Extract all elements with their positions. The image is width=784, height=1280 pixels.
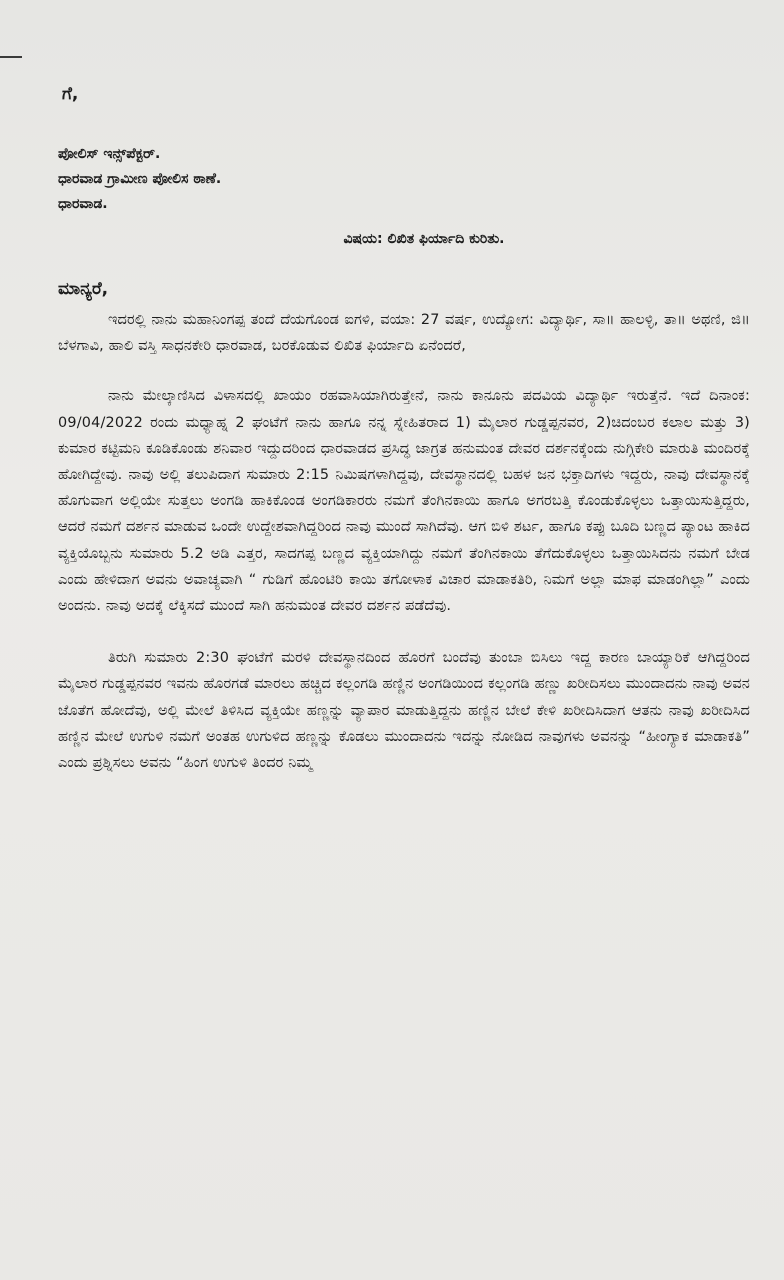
subject-line: ವಿಷಯ: ಲಿಖಿತ ಫಿರ್ಯಾದಿ ಕುರಿತು. <box>343 231 505 247</box>
address-line: ಧಾರವಾಡ ಗ್ರಾಮೀಣ ಪೋಲಿಸ ಠಾಣೆ. <box>58 171 222 187</box>
recipient-prefix: ಗೆ, <box>62 84 79 104</box>
letter-sheet <box>58 84 750 776</box>
recipient-address <box>58 142 750 217</box>
page-edge-mark <box>0 56 22 58</box>
body-paragraph: ಇದರಲ್ಲಿ ನಾನು ಮಹಾನಿಂಗಪ್ಪ ತಂದೆ ದೆಯಗೊಂಡ ಐಗಳಿ, ವಯಾ: 27 ವರ್ಷ, ಉದ್ಯೋಗ: ವಿದ್ಯಾರ್ಥಿ, ಸಾ॥ ಹಾಲಳ್ಳಿ, ತಾ॥ ಅಥಣಿ, ಜಿ॥ ಬೆಳಗಾವಿ, ಹಾಲಿ ವಸ್ತಿ ಸಾಧನಕೇರಿ ಧಾರವಾಡ, ಬರಕೊಡುವ ಲಿಖಿತ ಫಿರ್ಯಾದಿ ಏನೆಂದರೆ, <box>58 312 750 355</box>
greeting: ಮಾನ್ಯರೆ, <box>58 279 109 299</box>
body-paragraph: ತಿರುಗಿ ಸುಮಾರು 2:30 ಘಂಟೆಗೆ ಮರಳಿ ದೇವಸ್ಥಾನದಿಂದ ಹೊರಗೆ ಬಂದೆವು ತುಂಬಾ ಬಿಸಿಲು ಇದ್ದ ಕಾರಣ ಬಾಯ್ಯಾರಿಕೆ ಆಗಿದ್ದರಿಂದ ಮೈಲಾರ ಗುಡ್ಡಪ್ಪನವರ ಇವನು ಹೊರಗಡೆ ಮಾರಲು ಹಚ್ಚಿದ ಕಲ್ಲಂಗಡಿ ಹಣ್ಣಿನ ಅಂಗಡಿಯಿಂದ ಕಲ್ಲಂಗಡಿ ಹಣ್ಣು ಖರೀದಿಸಲು ಮುಂದಾದನು ನಾವು ಅವನ ಜೊತೆಗ ಹೋದೆವು, ಅಲ್ಲಿ ಮೇಲೆ ತಿಳಿಸಿದ ವ್ಯಕ್ತಿಯೇ ಹಣ್ಣನ್ನು ವ್ಯಾಪಾರ ಮಾಡುತ್ತಿದ್ದನು ಹಣ್ಣಿನ ಬೇಲೆ ಕೇಳಿ ಖರೀದಿಸಿದಾಗ ಆತನು ನಾವು ಖರೀದಿಸಿದ ಹಣ್ಣಿನ ಮೇಲೆ ಉಗುಳಿ ನಮಗೆ ಅಂತಹ ಉಗುಳಿದ ಹಣ್ಣನ್ನು ಕೊಡಲು ಮುಂದಾದನು ಇದನ್ನು ನೋಡಿದ ನಾವುಗಳು ಅವನನ್ನು “ಹೀಂಗ್ಯಾಕ ಮಾಡಾಕತಿ” ಎಂದು ಪ್ರಶ್ನಿಸಲು ಅವನು “ಹಿಂಗ ಉಗುಳಿ ತಿಂದರ ನಿಮ್ಮ <box>58 650 750 772</box>
body-paragraph: ನಾನು ಮೇಲ್ಕಾಣಿಸಿದ ವಿಳಾಸದಲ್ಲಿ ಖಾಯಂ ರಹವಾಸಿಯಾಗಿರುತ್ತೇನೆ, ನಾನು ಕಾನೂನು ಪದವಿಯ ವಿದ್ಯಾರ್ಥಿ ಇರುತ್ತೆನೆ. ಇದೆ ದಿನಾಂಕ: 09/04/2022 ರಂದು ಮಧ್ಯಾಹ್ನ 2 ಘಂಟೆಗೆ ನಾನು ಹಾಗೂ ನನ್ನ ಸ್ನೇಹಿತರಾದ 1) ಮೈಲಾರ ಗುಡ್ಡಪ್ಪನವರ, 2)ಚಿದಂಬರ ಕಲಾಲ ಮತ್ತು 3) ಕುಮಾರ ಕಟ್ಟಿಮನಿ ಕೂಡಿಕೊಂಡು ಶನಿವಾರ ಇದ್ದುದರಿಂದ ಧಾರವಾಡದ ಪ್ರಸಿದ್ಧ ಜಾಗ್ರತ ಹನುಮಂತ ದೇವರ ದರ್ಶನಕ್ಕೆಂದು ನುಗ್ಗಿಕೇರಿ ಮಾರುತಿ ಮಂದಿರಕ್ಕೆ ಹೋಗಿದ್ದೇವು. ನಾವು ಅಲ್ಲಿ ತಲುಪಿದಾಗ ಸುಮಾರು 2:15 ನಿಮಿಷಗಳಾಗಿದ್ದವು, ದೇವಸ್ಥಾನದಲ್ಲಿ ಬಹಳ ಜನ ಭಕ್ತಾದಿಗಳು ಇದ್ದರು, ನಾವು ದೇವಸ್ಥಾನಕ್ಕೆ ಹೊಗುವಾಗ ಅಲ್ಲಿಯೇ ಸುತ್ತಲು ಅಂಗಡಿ ಹಾಕಿಕೊಂಡ ಅಂಗಡಿಕಾರರು ನಮಗೆ ತೆಂಗಿನಕಾಯಿ ಹಾಗೂ ಅಗರಬತ್ತಿ ಕೊಂಡುಕೊಳ್ಳಲು ಒತ್ತಾಯಿಸುತ್ತಿದ್ದರು, ಆದರೆ ನಮಗೆ ದರ್ಶನ ಮಾಡುವ ಒಂದೇ ಉದ್ದೇಶವಾಗಿದ್ದರಿಂದ ನಾವು ಮುಂದೆ ಸಾಗಿದೆವು. ಆಗ ಬಿಳಿ ಶರ್ಟ, ಹಾಗೂ ಕಪ್ಪು ಬೂದಿ ಬಣ್ಣದ ಪ್ಯಾಂಟ ಹಾಕಿದ ವ್ಯಕ್ತಿಯೊಬ್ಬನು ಸುಮಾರು 5.2 ಅಡಿ ಎತ್ತರ, ಸಾದಗಪ್ಪ ಬಣ್ಣದ ವ್ಯಕ್ತಿಯಾಗಿದ್ದು ನಮಗೆ ತೆಂಗಿನಕಾಯಿ ತೆಗೆದುಕೊಳ್ಳಲು ಒತ್ತಾಯಿಸಿದನು ನಮಗೆ ಬೇಡ ಎಂದು ಹೇಳಿದಾಗ ಅವನು ಅವಾಚ್ಯವಾಗಿ “ ಗುಡಿಗೆ ಹೊಂಟಿರಿ ಕಾಯಿ ತಗೋಳಾಕ ವಿಚಾರ ಮಾಡಾಕತಿರಿ, ನಿಮಗೆ ಅಲ್ಲಾ ಮಾಫ ಮಾಡಂಗಿಲ್ಲಾ” ಎಂದು ಅಂದನು. ನಾವು ಅದಕ್ಕೆ ಲೆಕ್ಕಿಸದೆ ಮುಂದೆ ಸಾಗಿ ಹನುಮಂತ ದೇವರ ದರ್ಶನ ಪಡೆದೆವು. <box>58 388 750 615</box>
address-line: ಧಾರವಾಡ. <box>58 196 108 212</box>
address-line: ಪೋಲಿಸ್ ಇನ್ಸ್‌ಪೆಕ್ಟರ್. <box>58 146 161 162</box>
